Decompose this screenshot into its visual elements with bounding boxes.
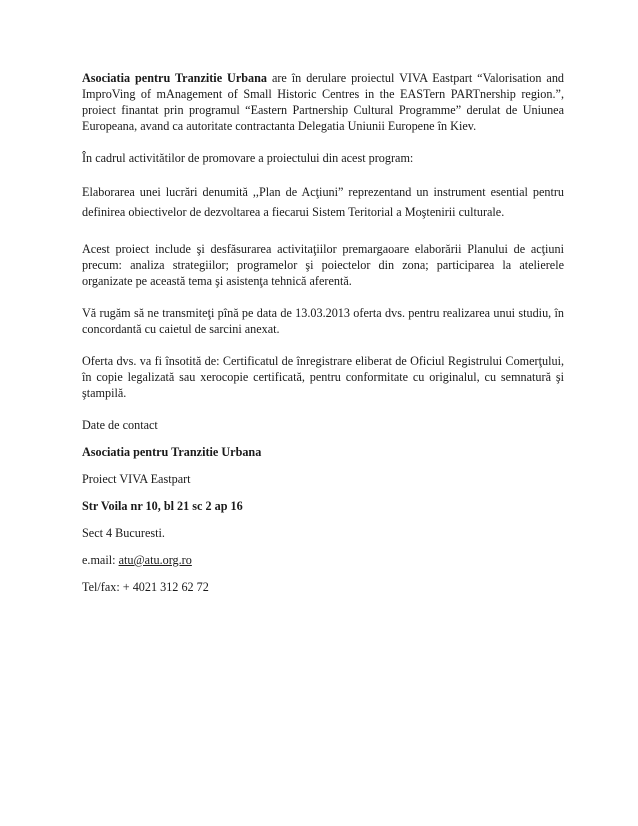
document-body bbox=[82, 70, 564, 595]
project-activities-paragraph: Acest proiect include şi desfăsurarea activitaţiilor premargaoare elaborării Planului de acţiuni precum: analiza strategiilor; programelor şi poiectelor din zona; participarea la atelierele organizate pe această tema şi asistenţa tehnică aferentă. bbox=[82, 242, 564, 288]
contact-address: Str Voila nr 10, bl 21 sc 2 ap 16 bbox=[82, 499, 243, 513]
email-label: e.mail: bbox=[82, 553, 119, 567]
contact-heading: Date de contact bbox=[82, 418, 158, 432]
contact-organization: Asociatia pentru Tranzitie Urbana bbox=[82, 445, 262, 459]
activities-intro: În cadrul activitătilor de promovare a proiectului din acest program: bbox=[82, 151, 414, 165]
intro-text: are în derulare proiectul VIVA Eastpart “Valorisation and ImproVing of mAnagement of Small Historic Centres in the EASTern PARTnership region.”, proiect finantat prin programul “Eastern Partnership Cultural Programme” derulat de Uniunea Europeana, avand ca autoritate contractanta Delegatia Uniunii Europene în Kiev. bbox=[82, 71, 565, 133]
intro-organization-name: Asociatia pentru Tranzitie Urbana bbox=[82, 71, 268, 85]
intro-paragraph bbox=[82, 70, 564, 134]
email-link[interactable]: atu@atu.org.ro bbox=[118, 553, 192, 567]
contact-project: Proiect VIVA Eastpart bbox=[82, 472, 191, 486]
contact-phone: Tel/fax: + 4021 312 62 72 bbox=[82, 580, 209, 594]
elaborare-paragraph: Elaborarea unei lucrări denumită ,,Plan de Acţiuni” reprezentand un instrument esential pentru definirea obiectivelor de dezvoltarea a fiecarui Sistem Teritorial a Moştenirii culturale. bbox=[82, 185, 564, 219]
contact-email-line bbox=[82, 552, 564, 568]
contact-sector: Sect 4 Bucuresti. bbox=[82, 526, 165, 540]
offer-requirements-paragraph: Oferta dvs. va fi însotită de: Certificatul de înregistrare eliberat de Oficiul Registrului Comerţului, în copie legalizată sau xerocopie certificată, pentru conformitate cu originalul, cu semnatură şi ştampilă. bbox=[82, 354, 564, 400]
deadline-request-paragraph: Vă rugăm să ne transmiteţi pînă pe data de 13.03.2013 oferta dvs. pentru realizarea unui studiu, în concordantă cu caietul de sarcini anexat. bbox=[82, 306, 564, 336]
